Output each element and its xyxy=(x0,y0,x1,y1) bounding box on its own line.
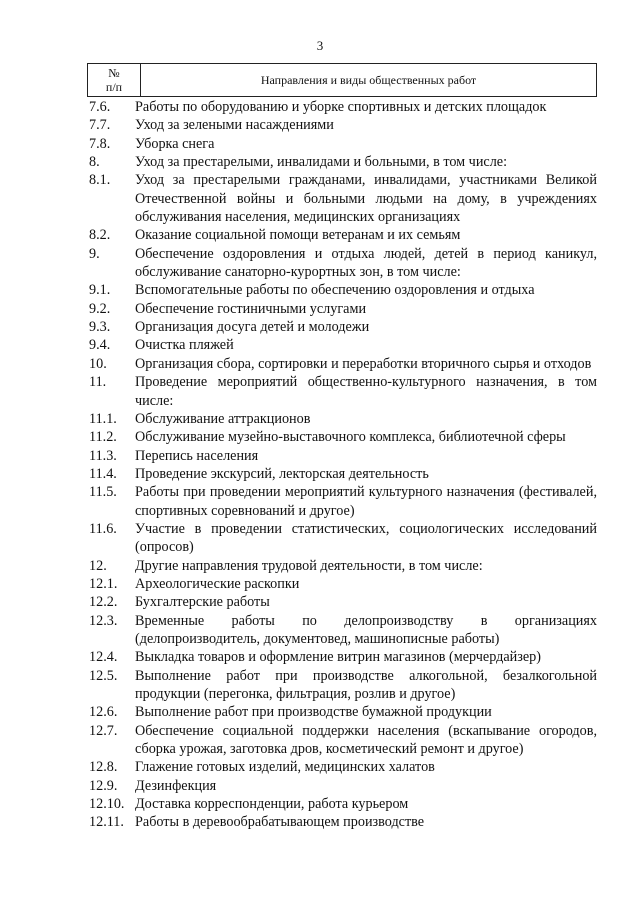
item-text: Проведение экскурсий, лекторская деятельность xyxy=(135,465,429,482)
number-column-header xyxy=(88,64,141,96)
list-item xyxy=(89,98,597,116)
item-number: 12.6. xyxy=(89,704,118,721)
item-number: 12.11. xyxy=(89,814,124,831)
item-number: 8. xyxy=(89,154,100,171)
item-text: Другие направления трудовой деятельности, в том числе: xyxy=(135,557,483,574)
item-text: Уход за престарелыми гражданами, инвалидами, участниками Великой Отечественной войны и больными людьми на дому, в учреждениях обслуживания населения, медицинских организациях xyxy=(135,172,597,226)
item-text: Выполнение работ при производстве алкогольной, безалкогольной продукции (перегонка, фильтрация, розлив и другое) xyxy=(135,667,597,702)
list-item xyxy=(89,300,597,318)
item-number: 9.2. xyxy=(89,300,111,317)
item-number: 12.7. xyxy=(89,722,118,739)
item-number: 7.6. xyxy=(89,99,111,115)
item-text: Обеспечение гостиничными услугами xyxy=(135,300,367,317)
item-text: Участие в проведении статистических, социологических исследований (опросов) xyxy=(135,520,597,556)
item-number: 9.3. xyxy=(89,319,111,336)
item-text: Уборка снега xyxy=(135,135,215,152)
list-item xyxy=(89,355,597,373)
directions-column-header: Направления и виды общественных работ xyxy=(260,72,477,87)
list-item xyxy=(89,373,597,410)
item-text: Проведение мероприятий общественно-культурного назначения, в том числе: xyxy=(135,374,597,409)
works-list xyxy=(89,98,597,832)
list-item xyxy=(89,410,597,428)
list-item xyxy=(89,612,597,649)
item-text: Обслуживание музейно-выставочного комплекса, библиотечной сферы xyxy=(135,429,566,446)
item-text: Обеспечение оздоровления и отдыха людей, детей в период каникул, обслуживание санаторно-курортных зон, в том числе: xyxy=(135,245,597,281)
list-item xyxy=(89,575,597,593)
item-number: 12.8. xyxy=(89,759,118,776)
item-number: 11. xyxy=(89,374,107,391)
item-text: Организация досуга детей и молодежи xyxy=(135,319,370,336)
list-item xyxy=(89,116,597,134)
list-item xyxy=(89,171,597,226)
item-number: 12.9. xyxy=(89,777,118,794)
item-text: Вспомогательные работы по обеспечению оздоровления и отдыха xyxy=(135,282,535,299)
item-number: 11.2. xyxy=(89,429,117,446)
table-header xyxy=(87,63,597,97)
item-number: 12.3. xyxy=(89,612,118,629)
item-text: Очистка пляжей xyxy=(135,337,234,354)
item-number: 7.8. xyxy=(89,135,111,152)
item-number: 12.10. xyxy=(89,796,125,813)
list-item xyxy=(89,336,597,354)
item-text: Временные работы по делопроизводству в организациях (делопроизводитель, документовед, машинописные работы) xyxy=(135,612,597,647)
item-text: Обеспечение социальной поддержки населения (вскапывание огородов, сборка урожая, заготовка дров, косметический ремонт и другое) xyxy=(135,722,597,758)
item-text: Выполнение работ при производстве бумажной продукции xyxy=(135,704,492,721)
item-text: Работы по оборудованию и уборке спортивных и детских площадок xyxy=(135,99,547,115)
list-item xyxy=(89,428,597,446)
item-number: 12.5. xyxy=(89,667,118,684)
list-item xyxy=(89,703,597,721)
list-item xyxy=(89,281,597,299)
item-number: 9. xyxy=(89,245,100,262)
number-abbrev: п/п xyxy=(105,80,123,94)
item-number: 12.2. xyxy=(89,594,118,611)
item-number: 8.2. xyxy=(89,227,111,244)
list-item xyxy=(89,135,597,153)
item-text: Обслуживание аттракционов xyxy=(135,410,311,427)
list-item xyxy=(89,483,597,520)
item-number: 7.7. xyxy=(89,117,111,134)
item-text: Уход за престарелыми, инвалидами и больными, в том числе: xyxy=(135,154,508,171)
list-item xyxy=(89,648,597,666)
list-item xyxy=(89,245,597,282)
list-item xyxy=(89,153,597,171)
item-number: 9.4. xyxy=(89,337,111,354)
list-item xyxy=(89,795,597,813)
item-text: Выкладка товаров и оформление витрин магазинов (мерчердайзер) xyxy=(135,649,541,666)
list-item xyxy=(89,557,597,575)
item-number: 9.1. xyxy=(89,282,111,299)
item-text: Доставка корреспонденции, работа курьером xyxy=(135,796,409,813)
list-item xyxy=(89,520,597,557)
list-item xyxy=(89,777,597,795)
list-item xyxy=(89,593,597,611)
list-item xyxy=(89,722,597,759)
item-text: Работы при проведении мероприятий культурного назначения (фестивалей, спортивных соревнований и другое) xyxy=(135,484,597,519)
item-number: 12.1. xyxy=(89,575,118,592)
item-number: 11.4. xyxy=(89,465,117,482)
item-text: Оказание социальной помощи ветеранам и их семьям xyxy=(135,227,461,244)
item-text: Бухгалтерские работы xyxy=(135,594,270,611)
list-item xyxy=(89,226,597,244)
item-text: Организация сбора, сортировки и переработки вторичного сырья и отходов xyxy=(135,355,592,372)
item-number: 12.4. xyxy=(89,649,118,666)
item-number: 11.5. xyxy=(89,484,117,501)
list-item xyxy=(89,447,597,465)
list-item xyxy=(89,465,597,483)
item-number: 8.1. xyxy=(89,172,111,189)
item-number: 10. xyxy=(89,355,107,372)
item-text: Дезинфекция xyxy=(135,777,217,794)
item-text: Работы в деревообрабатывающем производстве xyxy=(135,814,425,831)
list-item xyxy=(89,758,597,776)
page-number: 3 xyxy=(316,38,324,53)
item-number: 12. xyxy=(89,557,107,574)
number-sign: № xyxy=(108,66,120,80)
item-text: Археологические раскопки xyxy=(135,575,300,592)
list-item xyxy=(89,813,597,831)
list-item xyxy=(89,667,597,704)
list-item xyxy=(89,318,597,336)
item-number: 11.3. xyxy=(89,447,117,464)
item-text: Глажение готовых изделий, медицинских халатов xyxy=(135,759,435,776)
item-text: Перепись населения xyxy=(135,447,259,464)
item-text: Уход за зелеными насаждениями xyxy=(135,117,334,134)
item-number: 11.6. xyxy=(89,520,117,537)
item-number: 11.1. xyxy=(89,410,117,427)
